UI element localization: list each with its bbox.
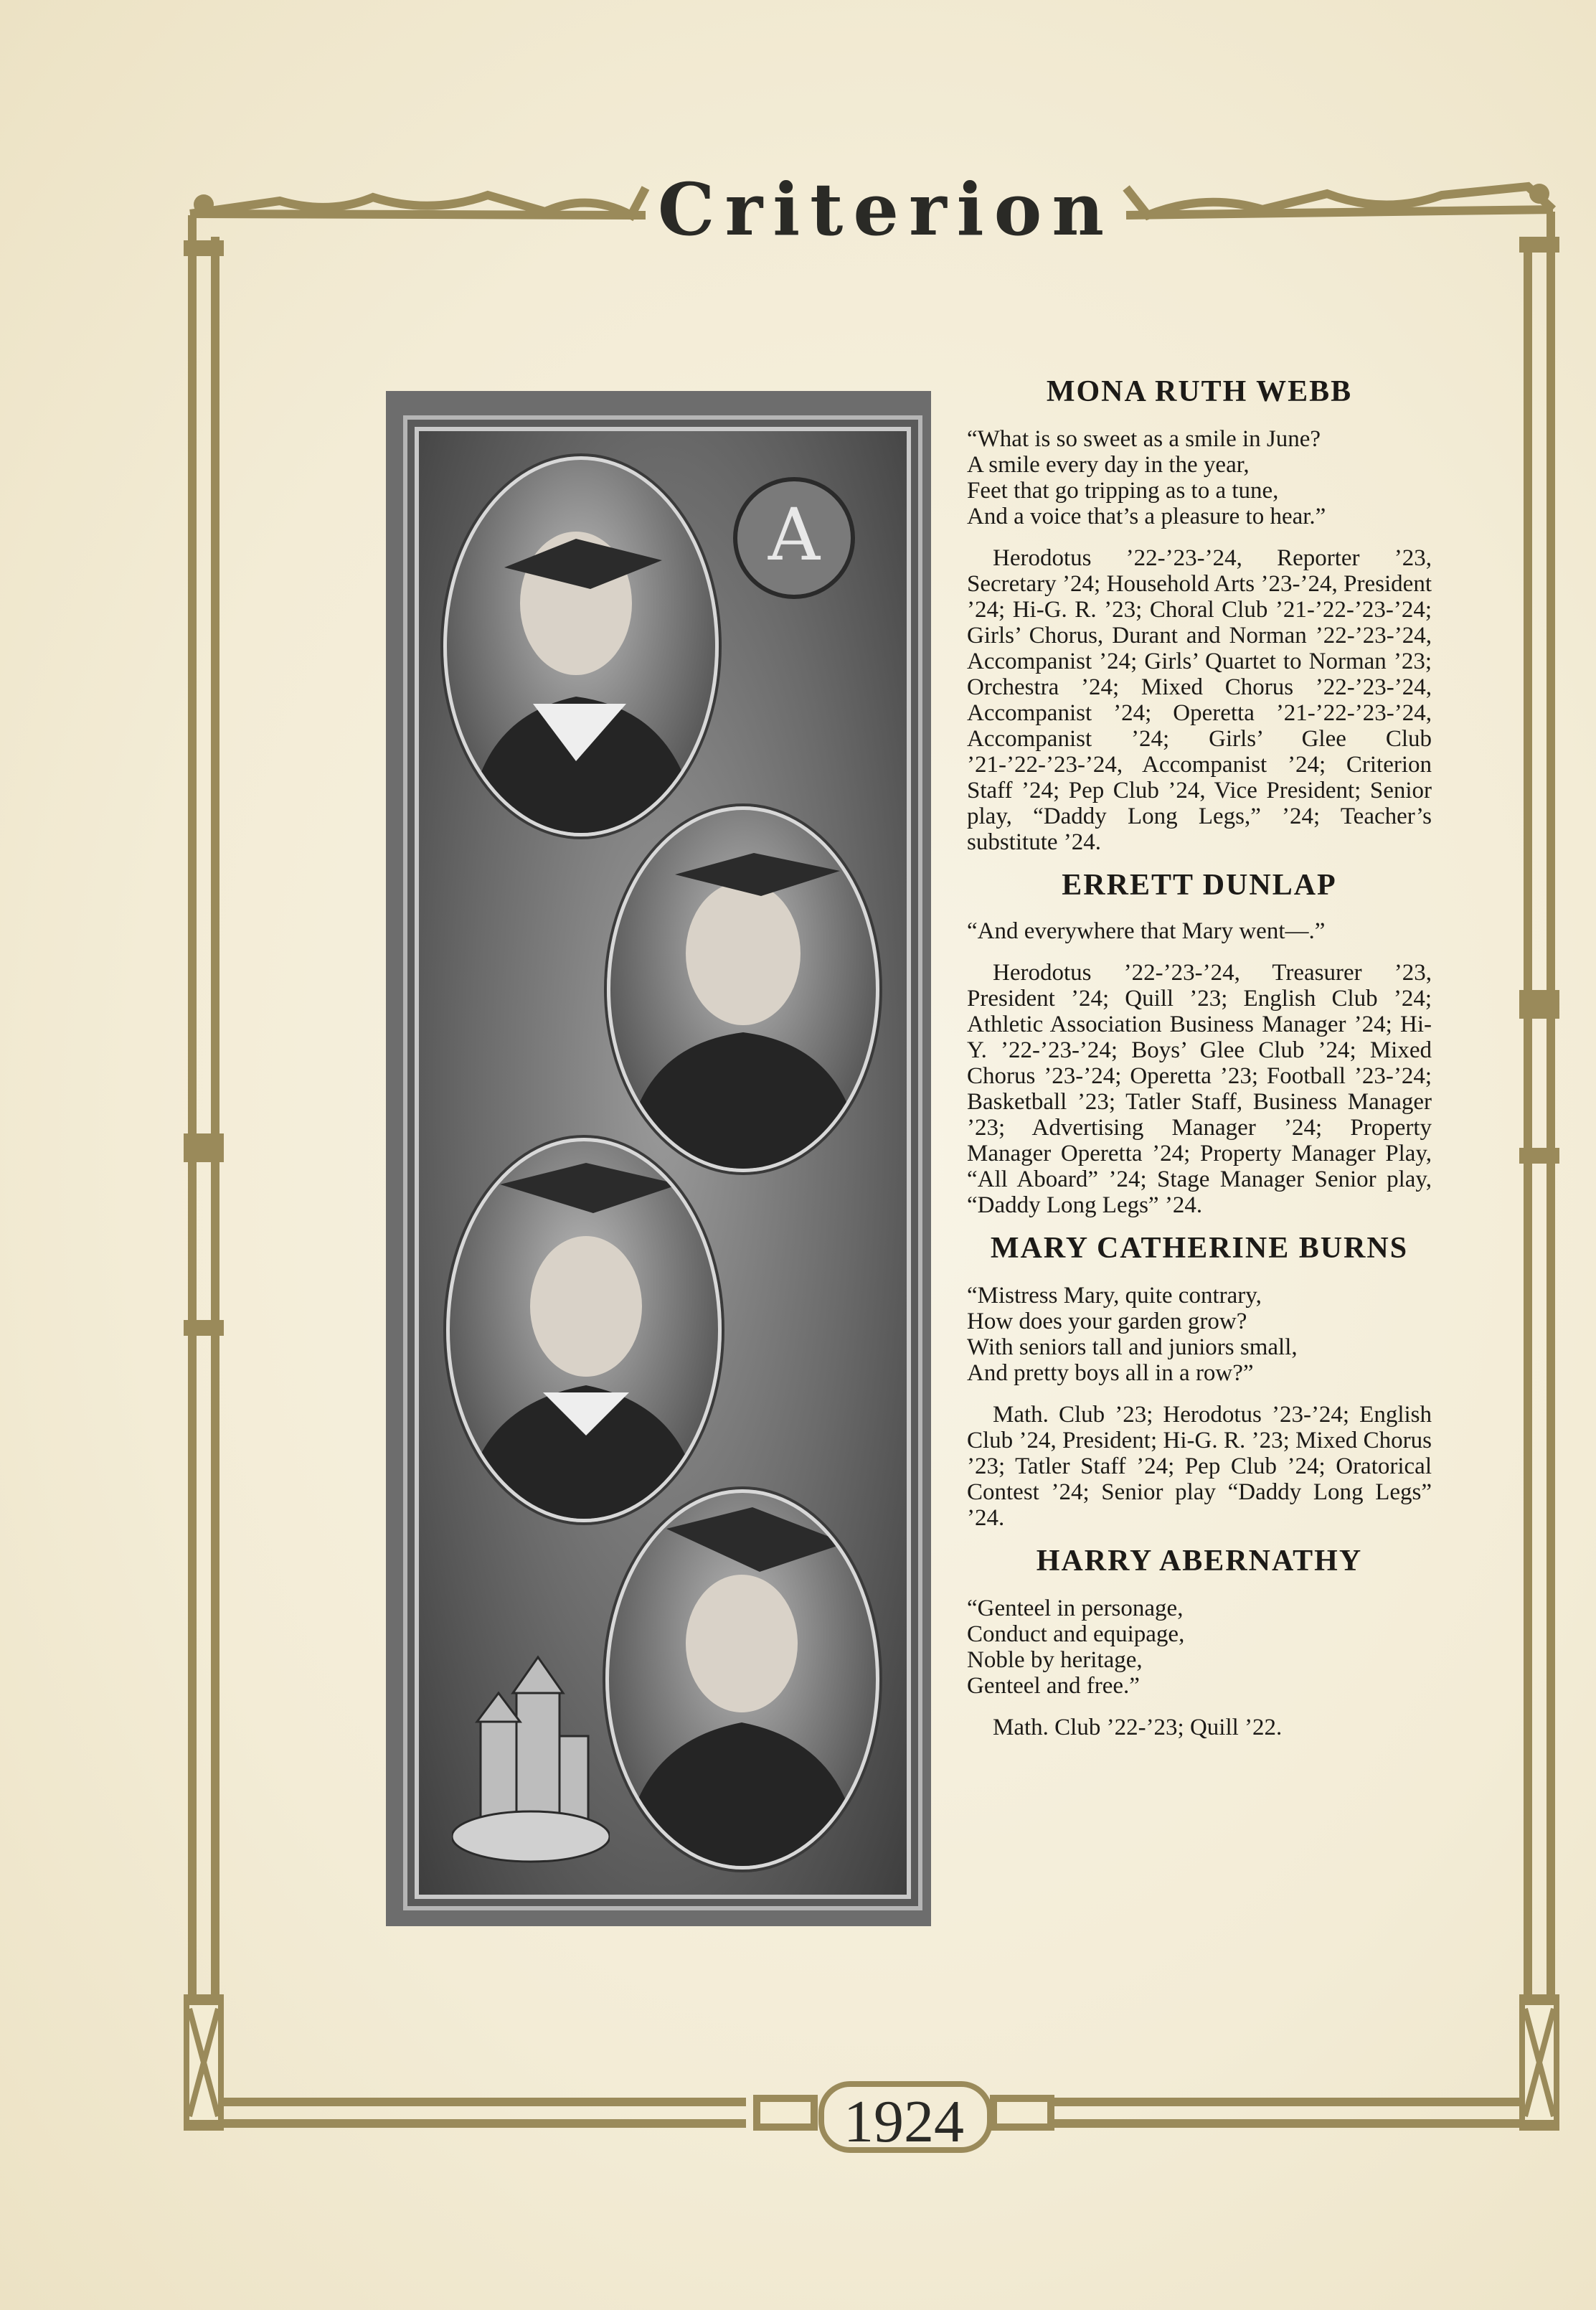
portrait-mona-ruth-webb [443, 456, 719, 836]
entry-mary-catherine-burns [967, 1230, 1432, 1531]
student-activities: Math. Club ’23; Herodotus ’23-’24; English Club ’24, President; Hi-G. R. ’23; Mixed Chorus ’23; Tatler Staff ’24; Pep Club ’24; Oratorical Contest ’24; Senior play “Daddy Long Legs” ’24. [967, 1402, 1432, 1531]
portrait-mary-catherine-burns [446, 1138, 722, 1522]
graduate-silhouette-icon [609, 1493, 876, 1866]
graduate-silhouette-icon [447, 460, 715, 833]
portrait-harry-abernathy [605, 1489, 879, 1870]
yearbook-title: Criterion [657, 167, 1115, 252]
student-name: ERRETT DUNLAP [1062, 869, 1337, 902]
castle-illustration-icon [452, 1650, 610, 1865]
entry-mona-ruth-webb [967, 373, 1432, 855]
student-quote: “And everywhere that Mary went—.” [967, 918, 1326, 944]
student-name: MONA RUTH WEBB [1046, 375, 1353, 408]
text-column [967, 373, 1432, 1740]
school-emblem: A [733, 477, 855, 599]
portrait-errett-dunlap [607, 806, 879, 1172]
graduate-silhouette-icon [450, 1141, 718, 1519]
student-quote: “What is so sweet as a smile in June? A smile every day in the year, Feet that go tripping as to a tune, And a voice that’s a pleasure to hear.” [967, 426, 1326, 529]
yearbook-year: 1924 [844, 2088, 964, 2155]
entry-errett-dunlap [967, 867, 1432, 1218]
graduate-silhouette-icon [610, 810, 876, 1169]
student-quote: “Mistress Mary, quite contrary, How does your garden grow? With seniors tall and juniors small, And pretty boys all in a row?” [967, 1283, 1298, 1386]
student-name: MARY CATHERINE BURNS [990, 1232, 1409, 1265]
entry-harry-abernathy [967, 1542, 1432, 1740]
student-name: HARRY ABERNATHY [1036, 1545, 1363, 1578]
student-activities: Herodotus ’22-’23-’24, Treasurer ’23, President ’24; Quill ’23; English Club ’24; Athletic Association Business Manager ’24; Hi-Y. ’22-’23-’24; Boys’ Glee Club ’24; Mixed Chorus ’23-’24; Operetta ’23; Football ’23-’24; Basketball ’23; Tatler Staff, Business Manager ’23; Advertising Manager ’24; Property Manager Operetta ’24; Property Manager Play, “All Aboard” ’24; Stage Manager Senior play, “Daddy Long Legs” ’24. [967, 960, 1432, 1218]
student-activities: Herodotus ’22-’23-’24, Reporter ’23, Secretary ’24; Household Arts ’23-’24, President ’24; Hi-G. R. ’23; Choral Club ’21-’22-’23-’24; Girls’ Chorus, Durant and Norman ’22-’23-’24, Accompanist ’24; Girls’ Quartet to Norman ’23; Orchestra ’24; Mixed Chorus ’22-’23-’24, Accompanist ’24; Operetta ’21-’22-’23-’24, Accompanist ’24; Girls’ Glee Club ’21-’22-’23-’24, Accompanist ’24; Criterion Staff ’24; Pep Club ’24, Vice President; Senior play, “Daddy Long Legs,” ’24; Teacher’s substitute ’24. [967, 545, 1432, 855]
student-quote: “Genteel in personage, Conduct and equipage, Noble by heritage, Genteel and free.” [967, 1595, 1185, 1699]
student-activities: Math. Club ’22-’23; Quill ’22. [993, 1715, 1283, 1740]
